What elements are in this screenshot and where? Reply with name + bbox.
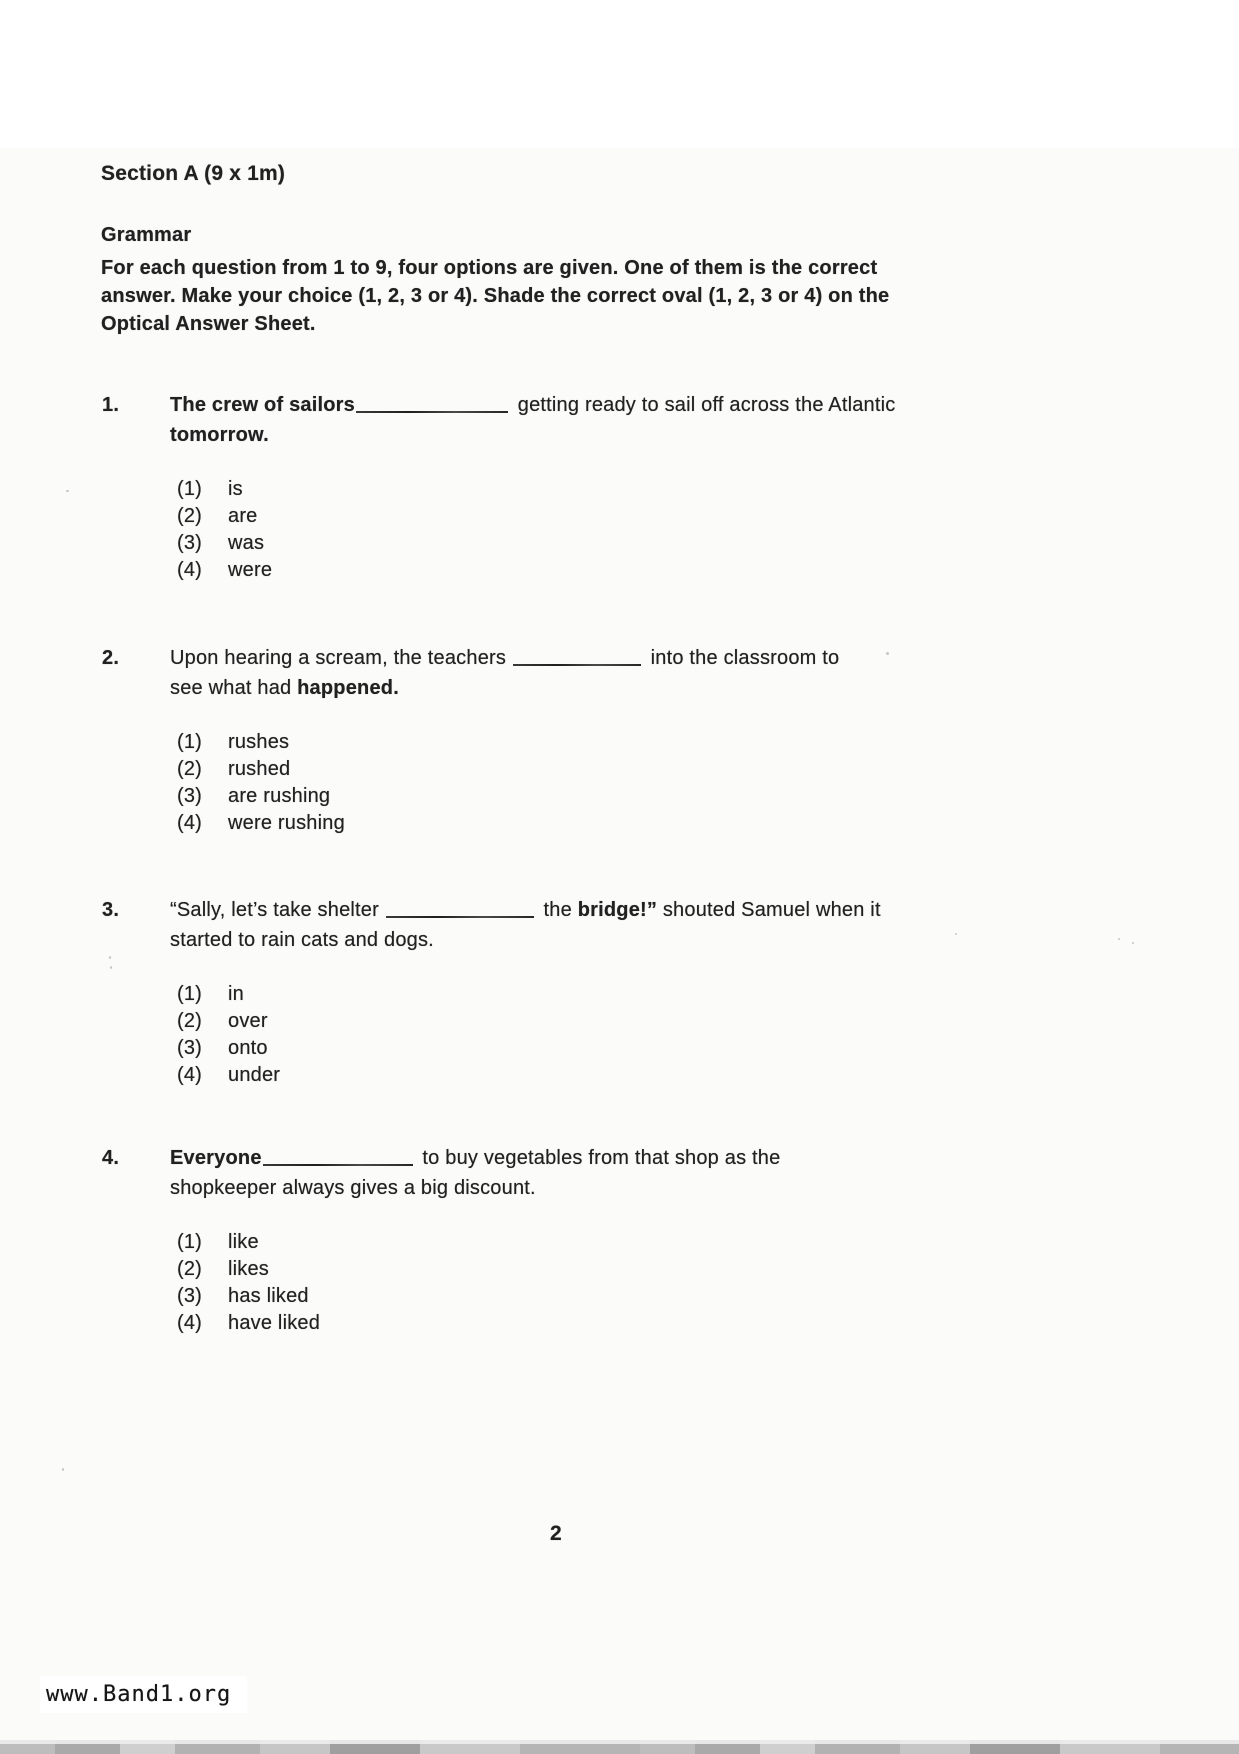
watermark-url: www.Band1.org xyxy=(40,1676,247,1713)
question-number: 2. xyxy=(102,647,120,669)
option-text: were xyxy=(228,559,273,581)
option-text: has liked xyxy=(228,1285,309,1307)
option-label: (2) xyxy=(177,505,203,527)
question-text-line-2-normal: shopkeeper always gives a big discount. xyxy=(170,1177,536,1199)
question-text-after-blank-bold: bridge!” xyxy=(577,899,658,921)
question-text-before-blank: Everyone xyxy=(170,1147,262,1169)
scan-noise-dot xyxy=(1132,942,1134,944)
option-label: (3) xyxy=(177,1037,203,1059)
option-row xyxy=(177,729,1132,756)
question-text-line-1 xyxy=(170,643,1132,673)
scan-noise-dot xyxy=(62,1468,64,1471)
instructions xyxy=(101,254,889,338)
question-4 xyxy=(102,1143,1132,1337)
option-text: under xyxy=(228,1064,281,1086)
option-text: are rushing xyxy=(228,785,331,807)
question-body xyxy=(170,390,1132,584)
option-text: likes xyxy=(228,1258,270,1280)
option-label: (4) xyxy=(177,1312,203,1334)
scan-noise-dot xyxy=(110,966,112,969)
option-text: are xyxy=(228,505,258,527)
option-row xyxy=(177,783,1132,810)
question-text-before-blank: “Sally, let’s take shelter xyxy=(170,899,379,921)
option-label: (1) xyxy=(177,983,203,1005)
option-label: (1) xyxy=(177,478,203,500)
question-3 xyxy=(102,895,1132,1089)
option-label: (2) xyxy=(177,758,203,780)
section-title: Section A (9 x 1m) xyxy=(101,162,286,185)
option-label: (1) xyxy=(177,1231,203,1253)
scan-noise-dot xyxy=(955,933,957,935)
question-text-line-2 xyxy=(170,925,1132,955)
question-text-line-2-normal: started to rain cats and dogs. xyxy=(170,929,434,951)
option-row xyxy=(177,1256,1132,1283)
instructions-line-2: answer. Make your choice (1, 2, 3 or 4). Shade the correct oval (1, 2, 3 or 4) on the xyxy=(101,285,890,307)
question-text-after-blank: the xyxy=(543,899,572,921)
option-row xyxy=(177,756,1132,783)
question-text-after-blank: into the classroom to xyxy=(650,647,840,669)
question-text-line-2 xyxy=(170,1173,1132,1203)
instructions-line-3: Optical Answer Sheet. xyxy=(101,313,316,335)
question-text-line-2-bold: happened. xyxy=(297,677,399,699)
option-label: (3) xyxy=(177,532,203,554)
question-text-after-blank: to buy vegetables from that shop as the xyxy=(422,1147,781,1169)
question-number: 1. xyxy=(102,394,120,416)
question-text-line-1 xyxy=(170,390,1132,420)
option-row xyxy=(177,1008,1132,1035)
option-row xyxy=(177,1229,1132,1256)
options-list xyxy=(177,1229,1132,1337)
question-text-before-blank: The crew of sailors xyxy=(170,394,355,416)
option-label: (3) xyxy=(177,785,203,807)
option-label: (3) xyxy=(177,1285,203,1307)
question-2 xyxy=(102,643,1132,837)
option-row xyxy=(177,530,1132,557)
option-text: in xyxy=(228,983,244,1005)
question-text-after-blank-2: shouted Samuel when it xyxy=(662,899,881,921)
option-label: (4) xyxy=(177,812,203,834)
option-row xyxy=(177,1035,1132,1062)
option-text: was xyxy=(228,532,265,554)
scan-bottom-edge-band xyxy=(0,1740,1239,1754)
option-label: (2) xyxy=(177,1258,203,1280)
question-text-line-2-normal: see what had xyxy=(170,677,292,699)
answer-blank-underline xyxy=(513,664,641,666)
question-1 xyxy=(102,390,1132,584)
scan-noise-dot xyxy=(66,490,69,492)
subject-heading: Grammar xyxy=(101,224,192,246)
answer-blank-underline xyxy=(386,916,534,918)
option-label: (4) xyxy=(177,1064,203,1086)
option-row xyxy=(177,981,1132,1008)
option-text: rushes xyxy=(228,731,290,753)
option-text: like xyxy=(228,1231,259,1253)
option-text: have liked xyxy=(228,1312,321,1334)
page-number: 2 xyxy=(550,1522,562,1545)
option-label: (4) xyxy=(177,559,203,581)
option-text: rushed xyxy=(228,758,291,780)
question-body xyxy=(170,895,1132,1089)
question-text-after-blank: getting ready to sail off across the Atlantic xyxy=(517,394,896,416)
instructions-line-1: For each question from 1 to 9, four options are given. One of them is the correct xyxy=(101,257,878,279)
question-text-line-2 xyxy=(170,673,1132,703)
answer-blank-underline xyxy=(263,1164,413,1166)
option-text: is xyxy=(228,478,243,500)
question-text-line-1 xyxy=(170,1143,1132,1173)
options-list xyxy=(177,476,1132,584)
option-text: were rushing xyxy=(228,812,345,834)
option-label: (1) xyxy=(177,731,203,753)
question-number: 3. xyxy=(102,899,120,921)
question-number: 4. xyxy=(102,1147,120,1169)
question-body xyxy=(170,643,1132,837)
option-row xyxy=(177,810,1132,837)
question-text-line-2-bold: tomorrow. xyxy=(170,424,269,446)
option-row xyxy=(177,1283,1132,1310)
option-text: onto xyxy=(228,1037,268,1059)
scan-noise-dot xyxy=(886,652,889,655)
question-text-line-2 xyxy=(170,420,1132,450)
options-list xyxy=(177,981,1132,1089)
option-row xyxy=(177,1062,1132,1089)
option-row xyxy=(177,557,1132,584)
scan-noise-dot xyxy=(1118,938,1120,940)
question-text-before-blank: Upon hearing a scream, the teachers xyxy=(170,647,507,669)
answer-blank-underline xyxy=(356,411,508,413)
question-text-line-1 xyxy=(170,895,1132,925)
option-label: (2) xyxy=(177,1010,203,1032)
option-text: over xyxy=(228,1010,268,1032)
question-body xyxy=(170,1143,1132,1337)
options-list xyxy=(177,729,1132,837)
option-row xyxy=(177,503,1132,530)
option-row xyxy=(177,1310,1132,1337)
option-row xyxy=(177,476,1132,503)
scan-noise-dot xyxy=(109,956,111,959)
